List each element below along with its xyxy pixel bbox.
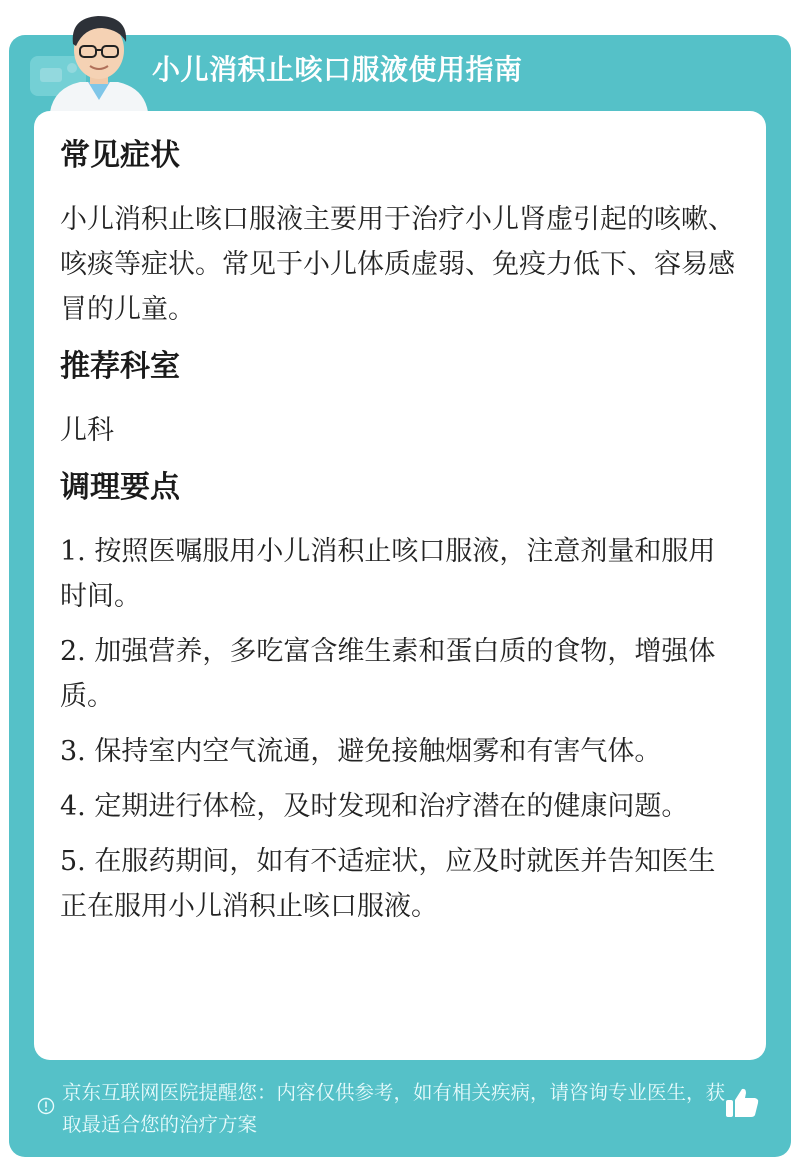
list-item-number: 2. bbox=[60, 636, 86, 667]
list-item bbox=[60, 729, 740, 774]
doctor-avatar-icon bbox=[40, 8, 158, 112]
section-heading-care-points: 调理要点 bbox=[60, 470, 180, 505]
list-item-text: 在服药期间，如有不适症状，应及时就医并告知医生正在服用小儿消积止咳口服液。 bbox=[60, 846, 716, 922]
list-item-number: 3. bbox=[60, 736, 86, 767]
symptoms-text: 小儿消积止咳口服液主要用于治疗小儿肾虚引起的咳嗽、咳痰等症状。常见于小儿体质虚弱、免疫力低下、容易感冒的儿童。 bbox=[60, 204, 735, 325]
list-item-text: 加强营养，多吃富含维生素和蛋白质的食物，增强体质。 bbox=[60, 636, 716, 712]
list-item bbox=[60, 529, 740, 619]
section-heading-department: 推荐科室 bbox=[60, 349, 180, 384]
list-item-text: 定期进行体检，及时发现和治疗潜在的健康问题。 bbox=[94, 791, 689, 822]
department-text: 儿科 bbox=[60, 415, 114, 446]
list-item-text: 按照医嘱服用小儿消积止咳口服液，注意剂量和服用时间。 bbox=[60, 536, 716, 612]
list-item-number: 1. bbox=[60, 536, 86, 567]
list-item bbox=[60, 784, 740, 829]
list-item bbox=[60, 839, 740, 929]
list-item-text: 保持室内空气流通，避免接触烟雾和有害气体。 bbox=[94, 736, 662, 767]
list-item bbox=[60, 629, 740, 719]
page-title: 小儿消积止咳口服液使用指南 bbox=[152, 53, 523, 86]
list-item-number: 4. bbox=[60, 791, 86, 822]
list-item-number: 5. bbox=[60, 846, 86, 877]
disclaimer-text: 京东互联网医院提醒您：内容仅供参考，如有相关疾病，请咨询专业医生，获取最适合您的治疗方案 bbox=[62, 1081, 726, 1136]
content-card bbox=[34, 111, 766, 1060]
section-heading-symptoms: 常见症状 bbox=[60, 138, 180, 173]
info-icon bbox=[37, 1097, 55, 1115]
thumbs-up-icon[interactable] bbox=[724, 1085, 760, 1121]
